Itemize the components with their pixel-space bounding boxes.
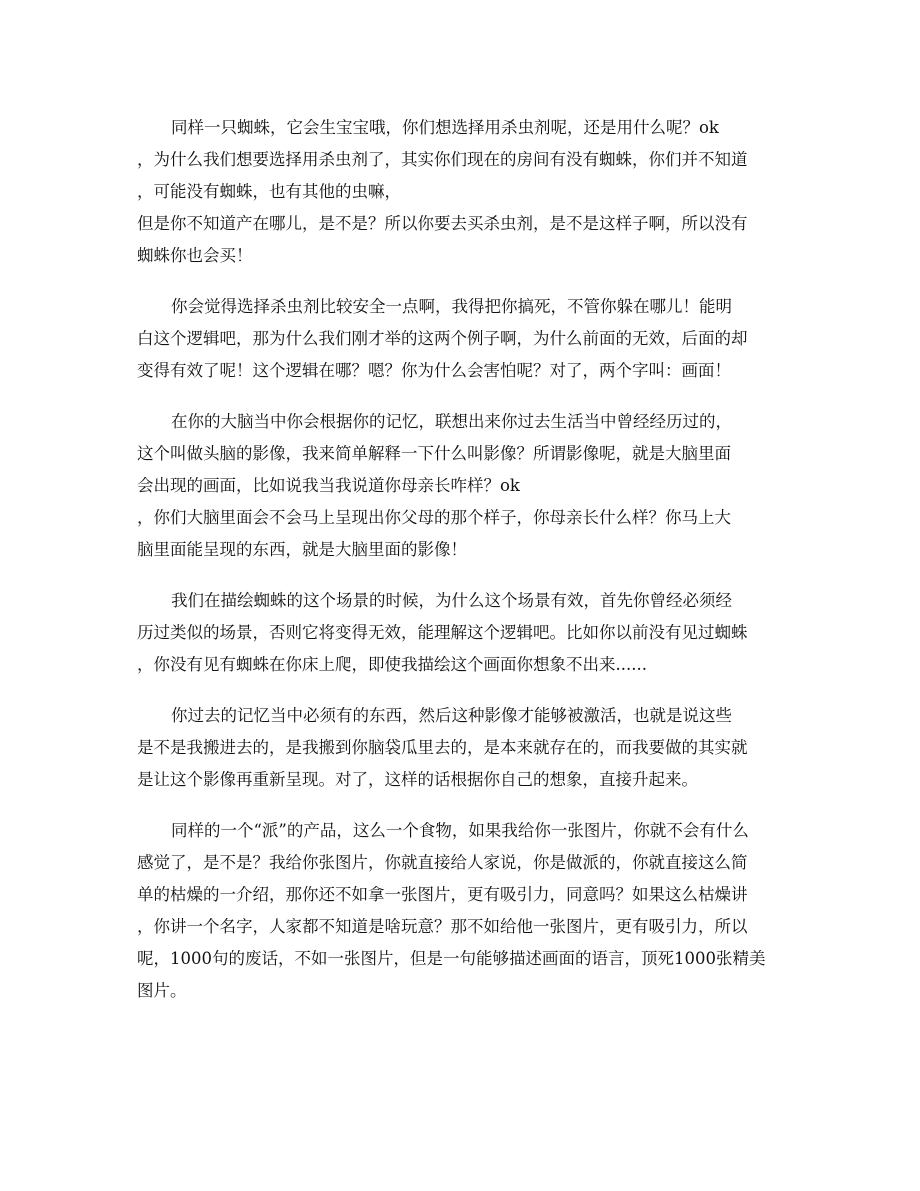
text-line: 感觉了，是不是？我给你张图片，你就直接给人家说，你是做派的，你就直接这么简: [137, 853, 748, 872]
text-line: ，可能没有蜘蛛，也有其他的虫嘛，: [137, 182, 401, 201]
paragraph-5: [137, 700, 787, 796]
text-line: 是不是我搬进去的，是我搬到你脑袋瓜里去的，是本来就存在的，而我要做的其实就: [137, 738, 748, 757]
text-line: 变得有效了呢！这个逻辑在哪？嗯？你为什么会害怕呢？对了，两个字叫：画面！: [137, 361, 731, 380]
text-line: 白这个逻辑吧，那为什么我们刚才举的这两个例子啊，为什么前面的无效，后面的却: [137, 329, 748, 348]
text-line: 同样的一个“派”的产品，这么一个食物，如果我给你一张图片，你就不会有什么: [171, 821, 749, 840]
text-line: 脑里面能呈现的东西，就是大脑里面的影像！: [137, 540, 467, 559]
text-line: 图片。: [137, 981, 187, 1000]
text-line: ，你没有见有蜘蛛在你床上爬，即使我描绘这个画面你想象不出来......: [137, 655, 647, 674]
text-line: 会出现的画面，比如说我当我说道你母亲长咋样？ok: [137, 476, 520, 495]
text-line: 同样一只蜘蛛，它会生宝宝哦，你们想选择用杀虫剂呢，还是用什么呢？ok: [171, 118, 719, 137]
text-line: 你会觉得选择杀虫剂比较安全一点啊，我得把你搞死，不管你躲在哪儿！能明: [171, 297, 732, 316]
text-line: 我们在描绘蜘蛛的这个场景的时候，为什么这个场景有效，首先你曾经必须经: [171, 591, 732, 610]
paragraph-6: [137, 815, 787, 1007]
text-line: 呢，1000句的废话，不如一张图片，但是一句能够描述画面的语言，顶死1000张精美: [137, 949, 766, 968]
text-line: 单的枯燥的一介绍，那你还不如拿一张图片，更有吸引力，同意吗？如果这么枯燥讲: [137, 885, 748, 904]
text-line: 蜘蛛你也会买！: [137, 246, 253, 265]
text-line: 历过类似的场景，否则它将变得无效，能理解这个逻辑吧。比如你以前没有见过蜘蛛: [137, 623, 748, 642]
text-line: 你过去的记忆当中必须有的东西，然后这种影像才能够被激活，也就是说这些: [171, 706, 732, 725]
paragraph-2: [137, 291, 787, 387]
text-line: 这个叫做头脑的影像，我来简单解释一下什么叫影像？所谓影像呢，就是大脑里面: [137, 444, 731, 463]
document-body: [137, 112, 787, 1026]
text-line: ，你们大脑里面会不会马上呈现出你父母的那个样子，你母亲长什么样？你马上大: [137, 508, 731, 527]
paragraph-3: [137, 406, 787, 566]
paragraph-4: [137, 585, 787, 681]
text-line: 在你的大脑当中你会根据你的记忆，联想出来你过去生活当中曾经经历过的，: [171, 412, 732, 431]
text-line: 但是你不知道产在哪儿，是不是？所以你要去买杀虫剂，是不是这样子啊，所以没有: [137, 214, 748, 233]
text-line: ，你讲一个名字，人家都不知道是啥玩意？那不如给他一张图片，更有吸引力，所以: [137, 917, 748, 936]
text-line: 是让这个影像再重新呈现。对了，这样的话根据你自己的想象，直接升起来。: [137, 770, 698, 789]
text-line: ，为什么我们想要选择用杀虫剂了，其实你们现在的房间有没有蜘蛛，你们并不知道: [137, 150, 748, 169]
paragraph-1: [137, 112, 787, 272]
